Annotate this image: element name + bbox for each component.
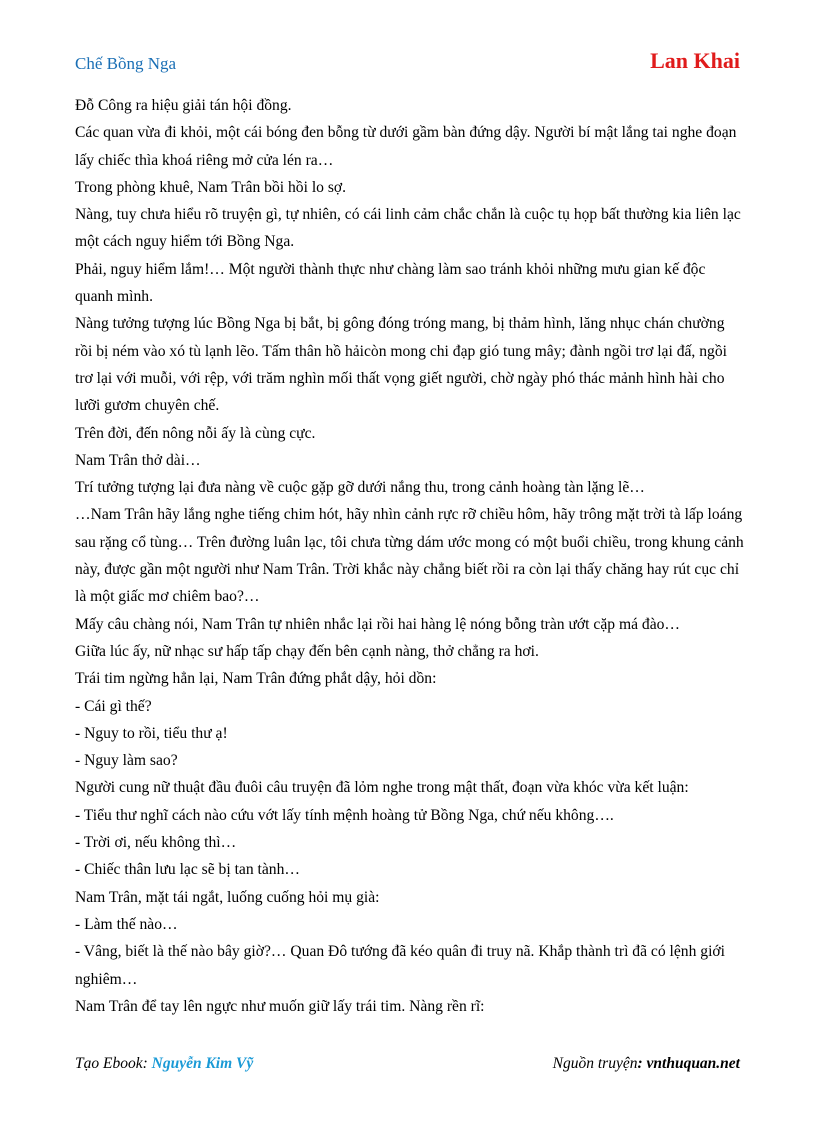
- paragraph: Nàng, tuy chưa hiểu rõ truyện gì, tự nhiên, có cái linh cảm chắc chắn là cuộc tụ họp bất thường kia liên lạc một cách nguy hiểm tới Bồng Nga.: [75, 206, 741, 251]
- ebook-creator: Nguyễn Kim Vỹ: [151, 1055, 254, 1072]
- paragraph: - Tiểu thư nghĩ cách nào cứu vớt lấy tính mệnh hoàng tử Bồng Nga, chứ nếu không….: [75, 806, 614, 824]
- paragraph: Giữa lúc ấy, nữ nhạc sư hấp tấp chạy đến bên cạnh nàng, thở chẳng ra hơi.: [75, 642, 539, 660]
- source-credit: [553, 1055, 740, 1073]
- paragraph: - Chiếc thân lưu lạc sẽ bị tan tành…: [75, 861, 300, 879]
- page-header: [75, 48, 740, 78]
- source-site: vnthuquan.net: [646, 1055, 740, 1072]
- source-label: Nguồn truyện: [552, 1055, 638, 1072]
- paragraph: Trong phòng khuê, Nam Trân bồi hồi lo sợ.: [75, 178, 347, 196]
- paragraph: Trí tưởng tượng lại đưa nàng về cuộc gặp gỡ dưới nắng thu, trong cảnh hoàng tàn lặng lẽ…: [75, 479, 645, 497]
- paragraph: Nam Trân, mặt tái ngắt, luống cuống hỏi mụ già:: [75, 888, 380, 906]
- paragraph: Người cung nữ thuật đầu đuôi câu truyện đã lỏm nghe trong mật thất, đoạn vừa khóc vừa kết luận:: [75, 779, 689, 797]
- author-name: Lan Khai: [650, 48, 740, 73]
- paragraph: Đỗ Công ra hiệu giải tán hội đồng.: [75, 97, 292, 114]
- paragraph: - Nguy to rồi, tiểu thư ạ!: [75, 724, 228, 742]
- paragraph: Nàng tưởng tượng lúc Bồng Nga bị bắt, bị gông đóng tróng mang, bị thảm hình, lăng nhục chán chường rồi bị ném vào xó tù lạnh lẽo. Tấm thân hồ hảicòn mong chi đạp gió tung mây; đành ngồi trơ lại đấ, ngồi trơ lại với muỗi, với rệp, với trăm nghìn mối thất vọng giết người, chờ ngày phó thác mảnh hình hài cho lưỡi gươm chuyên chế.: [75, 315, 727, 415]
- ebook-label: Tạo Ebook: [75, 1055, 143, 1072]
- ebook-credit: [75, 1055, 253, 1073]
- source-separator: :: [637, 1055, 647, 1072]
- paragraph: …Nam Trân hãy lắng nghe tiếng chim hót, hãy nhìn cảnh rực rỡ chiều hôm, hãy trông mặt trời tà lấp loáng sau rặng cổ tùng… Trên đường luân lạc, tôi chưa từng dám ước mong có một buổi chiều, trong khung cảnh này, được gần một người như Nam Trân. Trời khắc này chẳng biết rồi ra còn lại thấy chăng hay rút cục chỉ là một giấc mơ chiêm bao?…: [75, 506, 744, 606]
- paragraph: Các quan vừa đi khỏi, một cái bóng đen bỗng từ dưới gầm bàn đứng dậy. Người bí mật lắng tai nghe đoạn lấy chiếc thìa khoá riêng mở cửa lén ra…: [75, 124, 737, 169]
- story-body: [75, 92, 745, 1020]
- paragraph: Mấy câu chàng nói, Nam Trân tự nhiên nhắc lại rồi hai hàng lệ nóng bỗng tràn ướt cặp má đào…: [75, 615, 681, 633]
- paragraph: - Trời ơi, nếu không thì…: [75, 834, 237, 852]
- paragraph: - Nguy làm sao?: [75, 752, 178, 770]
- paragraph: Nam Trân để tay lên ngực như muốn giữ lấy trái tim. Nàng rền rĩ:: [75, 997, 485, 1015]
- paragraph: Phải, nguy hiểm lắm!… Một người thành thực như chàng làm sao tránh khỏi những mưu gian kế độc quanh mình.: [75, 260, 706, 306]
- paragraph: - Vâng, biết là thế nào bây giờ?… Quan Đô tướng đã kéo quân đi truy nã. Khắp thành trì đã có lệnh giới nghiêm…: [75, 943, 725, 988]
- paragraph: Trái tim ngừng hẳn lại, Nam Trân đứng phắt dậy, hỏi dồn:: [75, 670, 437, 688]
- paragraph: - Cái gì thế?: [75, 697, 152, 715]
- paragraph: Trên đời, đến nông nỗi ấy là cùng cực.: [75, 424, 316, 442]
- book-title: Chế Bồng Nga: [75, 54, 177, 73]
- ebook-separator: :: [142, 1055, 152, 1072]
- page-footer: [75, 1055, 740, 1079]
- paragraph: Nam Trân thở dài…: [75, 451, 201, 469]
- paragraph: - Làm thế nào…: [75, 915, 178, 933]
